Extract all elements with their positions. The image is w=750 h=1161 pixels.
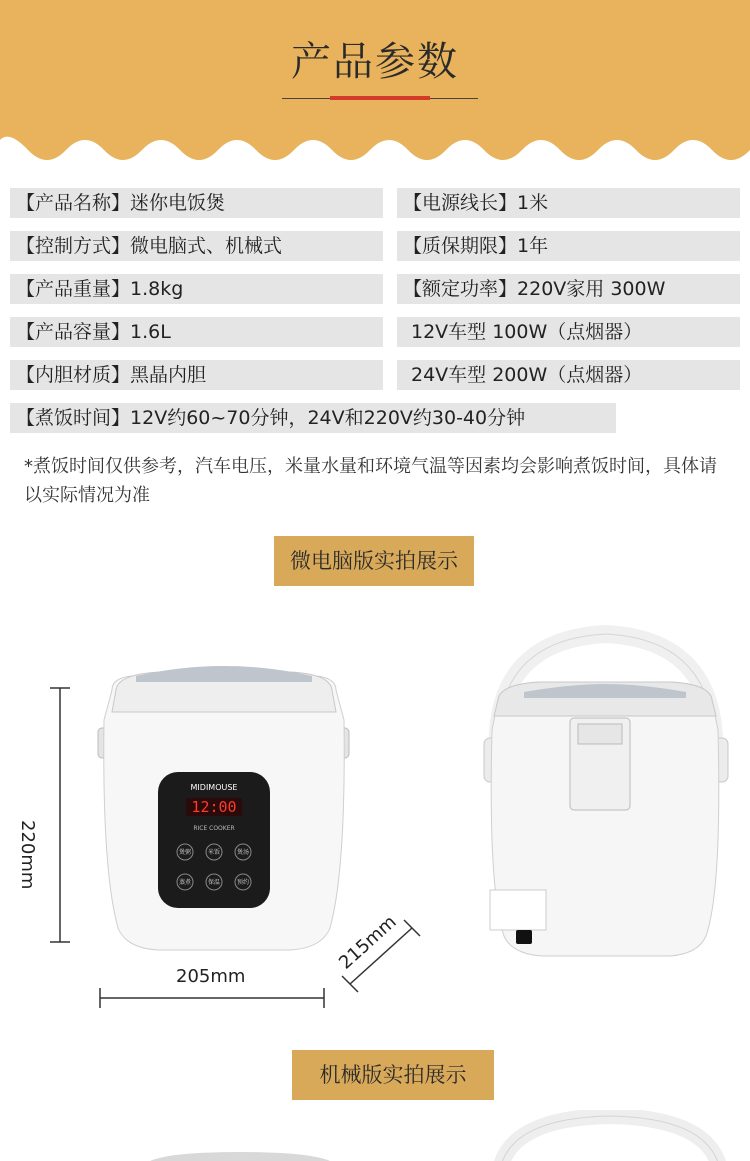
- section-banner-mechanical: 机械版实拍展示: [292, 1050, 494, 1100]
- footnote: *煮饭时间仅供参考，汽车电压，米量水量和环境气温等因素均会影响煮饭时间，具体请以实际情况为准: [24, 456, 717, 506]
- spec-row-name: [10, 188, 383, 218]
- spec-value: 黑晶内胆: [130, 364, 207, 386]
- cook-button-label: 保温: [207, 879, 221, 886]
- spec-value: 220V家用 300W: [517, 278, 666, 300]
- cook-button-label: 煲粥: [178, 849, 192, 856]
- spec-label: 【煮饭时间】: [16, 407, 131, 429]
- spec-value: 12V车型 100W（点烟器）: [411, 321, 643, 343]
- page-title: 产品参数: [291, 39, 459, 85]
- header: [0, 0, 750, 170]
- spec-label: 【产品名称】: [16, 192, 131, 214]
- spec-label: 【额定功率】: [403, 278, 518, 300]
- cook-button-label: 煲汤: [236, 849, 250, 856]
- spec-row-cord: [397, 188, 740, 218]
- spec-row-control: [10, 231, 383, 261]
- spec-row-cook-time: [10, 403, 616, 433]
- led-display: 12:00: [191, 798, 237, 816]
- spec-label: 【质保期限】: [403, 235, 518, 257]
- section-banner-digital: 微电脑版实拍展示: [274, 536, 474, 586]
- spec-row-power-12v: [397, 317, 740, 347]
- rice-cooker-mechanical-lid: [140, 1150, 340, 1161]
- cook-button-label: 米饭: [207, 849, 221, 856]
- spec-row-warranty: [397, 231, 740, 261]
- spec-value: 1年: [517, 235, 549, 257]
- spec-row-weight: [10, 274, 383, 304]
- spec-row-power: [397, 274, 740, 304]
- dimension-height: 220mm: [17, 820, 38, 890]
- spec-value: 迷你电饭煲: [130, 192, 226, 214]
- spec-label: 【电源线长】: [403, 192, 518, 214]
- spec-label: 【产品重量】: [16, 278, 131, 300]
- rice-cooker-back-image: [470, 620, 740, 980]
- rice-cooker-mechanical-image: [480, 1110, 740, 1161]
- spec-label: 【产品容量】: [16, 321, 131, 343]
- spec-value: 1米: [517, 192, 549, 214]
- cook-button-label: 预约: [236, 879, 250, 886]
- dimension-depth: 215mm: [335, 911, 401, 974]
- spec-label: 【内胆材质】: [16, 364, 131, 386]
- spec-value: 24V车型 200W（点烟器）: [411, 364, 643, 386]
- dimension-width: 205mm: [176, 966, 246, 987]
- title-accent-bar: [330, 96, 430, 100]
- spec-row-liner: [10, 360, 383, 390]
- spec-value: 微电脑式、机械式: [130, 235, 283, 257]
- panel-label: RICE COOKER: [193, 825, 235, 832]
- cook-button-label: 蒸煮: [178, 879, 192, 886]
- brand-label: MIDIMOUSE: [190, 783, 238, 792]
- spec-value: 1.6L: [130, 321, 171, 343]
- spec-row-capacity: [10, 317, 383, 347]
- spec-label: 【控制方式】: [16, 235, 131, 257]
- spec-value: 1.8kg: [130, 278, 184, 300]
- spec-value: 12V约60~70分钟，24V和220V约30-40分钟: [130, 407, 526, 429]
- spec-row-power-24v: [397, 360, 740, 390]
